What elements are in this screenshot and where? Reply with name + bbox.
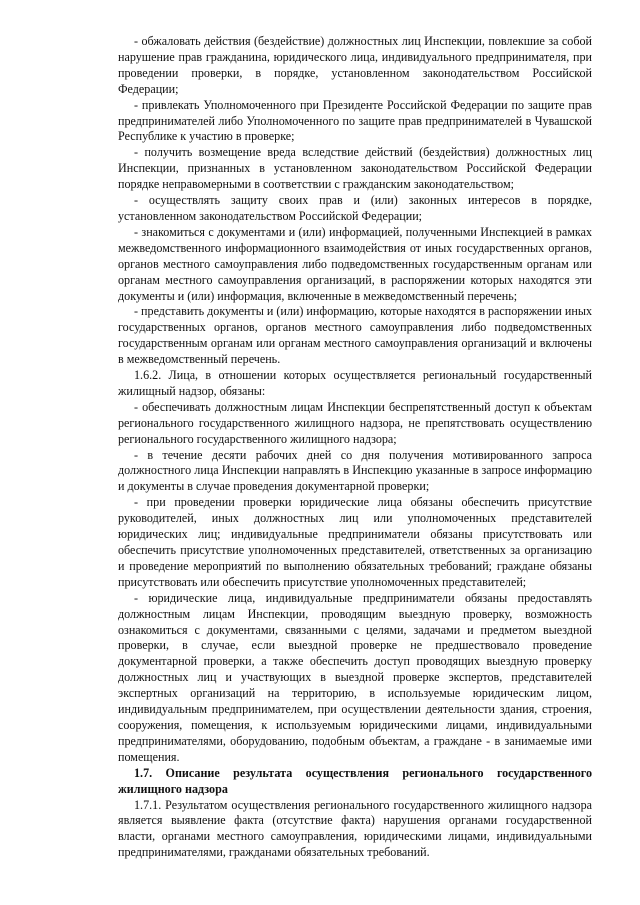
paragraph-compensation: - получить возмещение вреда вследствие действий (бездействия) должностных лиц Инспекции, признанных в установленном законодательством Российской Федерации порядке неправомерными в соответствии с гражданским законодательством; [118,145,592,192]
document-page [118,34,592,861]
paragraph-submit-documents: - представить документы и (или) информацию, которые находятся в распоряжении иных государственных органов, органов местного самоуправления либо подведомственных государственным органам или органам местного самоуправления организаций и включены в межведомственный перечень. [118,304,592,367]
paragraph-ombudsman: - привлекать Уполномоченного при Президенте Российской Федерации по защите прав предпринимателей либо Уполномоченного по защите прав предпринимателей в Чувашской Республике к участию в проверке; [118,97,592,144]
paragraph-familiarize: - знакомиться с документами и (или) информацией, полученными Инспекцией в рамках межведомственного информационного взаимодействия от иных государственных органов, органов местного самоуправления либо подведомственных государственным органам или органам местного самоуправления организаций, в распоряжении которых находятся эти документы и (или) информация, включенные в межведомственный перечень; [118,224,592,303]
paragraph-appeal: - обжаловать действия (бездействие) должностных лиц Инспекции, повлекшие за собой нарушение прав гражданина, юридического лица, индивидуального предпринимателя, при проведении проверки, в порядке, установленном законодательством Российской Федерации; [118,34,592,96]
paragraph-ten-days: - в течение десяти рабочих дней со дня получения мотивированного запроса должностного лица Инспекции направлять в Инспекцию указанные в запросе информацию и документы в случае проведения документарной проверки; [118,447,592,494]
paragraph-onsite-inspection: - юридические лица, индивидуальные предприниматели обязаны предоставлять должностным лицам Инспекции, проводящим выездную проверку, возможность ознакомиться с документами, связанными с целями, задачами и предметом выездной проверки, в случае, если выездной проверке не предшествовало проведение документарной проверки, а также обеспечить доступ проводящих выездную проверку должностных лиц и участвующих в выездной проверке экспертов, представителей экспертных организаций на территорию, в используемые юридическим лицом, индивидуальным предпринимателем, при осуществлении деятельности здания, строения, сооружения, помещения, к используемым юридическими лицами, индивидуальными предпринимателями, оборудованию, подобным объектам, а граждане - в занимаемые ими помещения. [118,590,592,764]
paragraph-result: 1.7.1. Результатом осуществления регионального государственного жилищного надзора является выявление факта (отсутствие факта) нарушения органами государственной власти, органами местного самоуправления, юридическими лицами, индивидуальными предпринимателями, гражданами обязательных требований. [118,797,592,860]
paragraph-protection: - осуществлять защиту своих прав и (или) законных интересов в порядке, установленном законодательством Российской Федерации; [118,193,592,223]
paragraph-provide-access: - обеспечивать должностным лицам Инспекции беспрепятственный доступ к объектам регионального государственного жилищного надзора, не препятствовать осуществлению регионального государственного жилищного надзора; [118,399,592,446]
paragraph-presence: - при проведении проверки юридические лица обязаны обеспечить присутствие руководителей, иных должностных лиц или уполномоченных представителей юридических лиц; индивидуальные предприниматели обязаны присутствовать или обеспечить присутствие уполномоченных представителей, ответственных за организацию и проведение мероприятий по выполнению обязательных требований; граждане обязаны присутствовать или обеспечить присутствие уполномоченных представителей; [118,495,592,589]
paragraph-obligations-intro: 1.6.2. Лица, в отношении которых осуществляется региональный государственный жилищный надзор, обязаны: [118,368,592,398]
section-heading: 1.7. Описание результата осуществления регионального государственного жилищного надзора [118,765,592,796]
